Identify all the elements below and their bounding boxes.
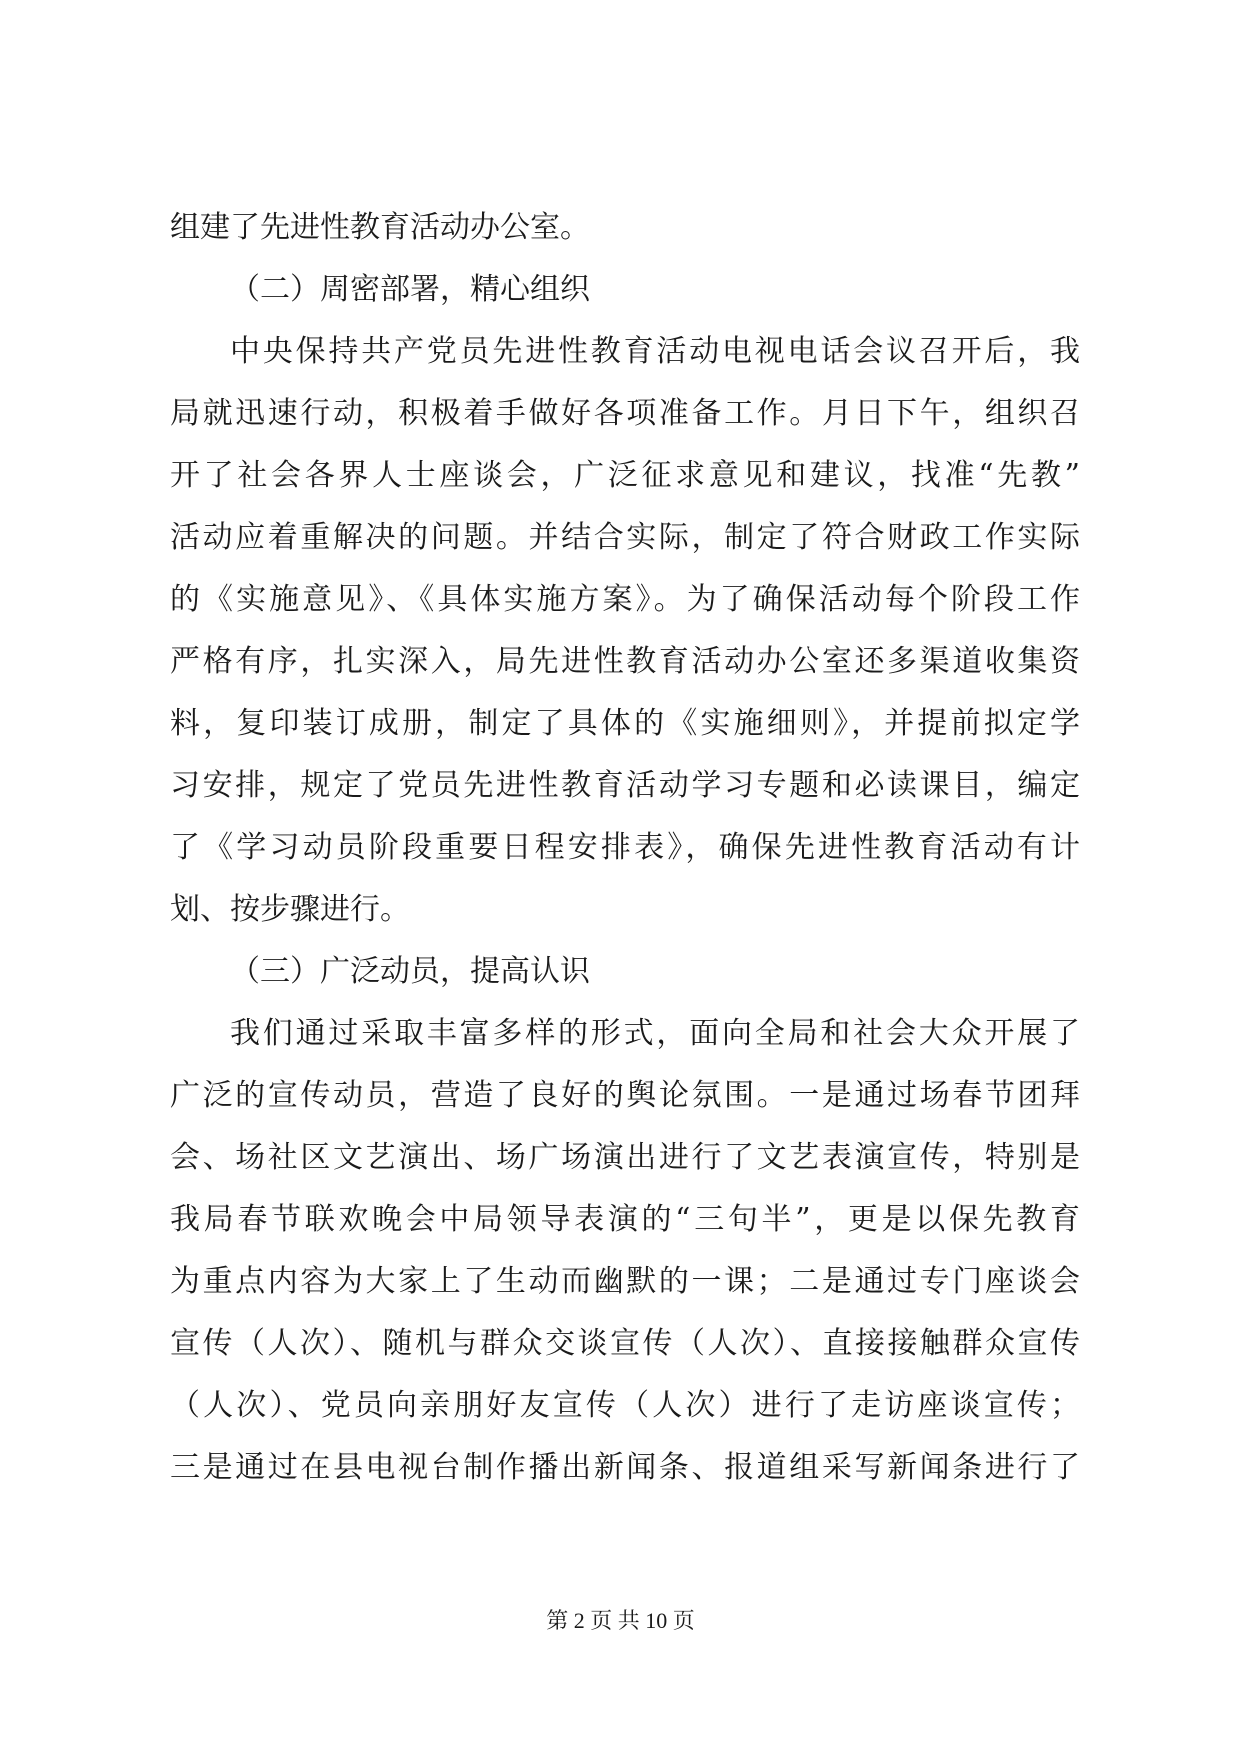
text-line: 局就迅速行动，积极着手做好各项准备工作。月日下午，组织召: [170, 396, 1080, 431]
text-line: 了《学习动员阶段重要日程安排表》，确保先进性教育活动有计: [170, 830, 1080, 865]
text-line: 中央保持共产党员先进性教育活动电视电话会议召开后，我: [230, 334, 1080, 369]
text-line: （二）周密部署，精心组织: [230, 272, 590, 307]
text-line: 的《实施意见》、《具体实施方案》。为了确保活动每个阶段工作: [170, 582, 1080, 617]
text-line: 活动应着重解决的问题。并结合实际，制定了符合财政工作实际: [170, 520, 1080, 555]
page-footer: 第 2 页 共 10 页: [546, 1608, 695, 1633]
text-line: （人次）、党员向亲朋好友宣传（人次）进行了走访座谈宣传；: [170, 1388, 1080, 1423]
text-line: 我们通过采取丰富多样的形式，面向全局和社会大众开展了: [230, 1016, 1080, 1051]
text-line: 广泛的宣传动员，营造了良好的舆论氛围。一是通过场春节团拜: [170, 1078, 1080, 1113]
text-line: 宣传（人次）、随机与群众交谈宣传（人次）、直接接触群众宣传: [170, 1326, 1080, 1361]
text-line: 划、按步骤进行。: [170, 892, 410, 927]
body-text: [170, 197, 1080, 1499]
text-line: 组建了先进性教育活动办公室。: [170, 210, 590, 245]
text-line: 开了社会各界人士座谈会，广泛征求意见和建议，找准“先教”: [170, 458, 1080, 493]
text-line: 会、场社区文艺演出、场广场演出进行了文艺表演宣传，特别是: [170, 1140, 1080, 1175]
text-line: 我局春节联欢晚会中局领导表演的“三句半”，更是以保先教育: [170, 1202, 1080, 1237]
text-line: 为重点内容为大家上了生动而幽默的一课；二是通过专门座谈会: [170, 1264, 1080, 1299]
text-line: 料，复印装订成册，制定了具体的《实施细则》，并提前拟定学: [170, 706, 1080, 741]
text-line: 严格有序，扎实深入，局先进性教育活动办公室还多渠道收集资: [170, 644, 1080, 679]
text-line: 三是通过在县电视台制作播出新闻条、报道组采写新闻条进行了: [170, 1450, 1080, 1485]
text-line: （三）广泛动员，提高认识: [230, 954, 590, 989]
text-line: 习安排，规定了党员先进性教育活动学习专题和必读课目，编定: [170, 768, 1080, 803]
